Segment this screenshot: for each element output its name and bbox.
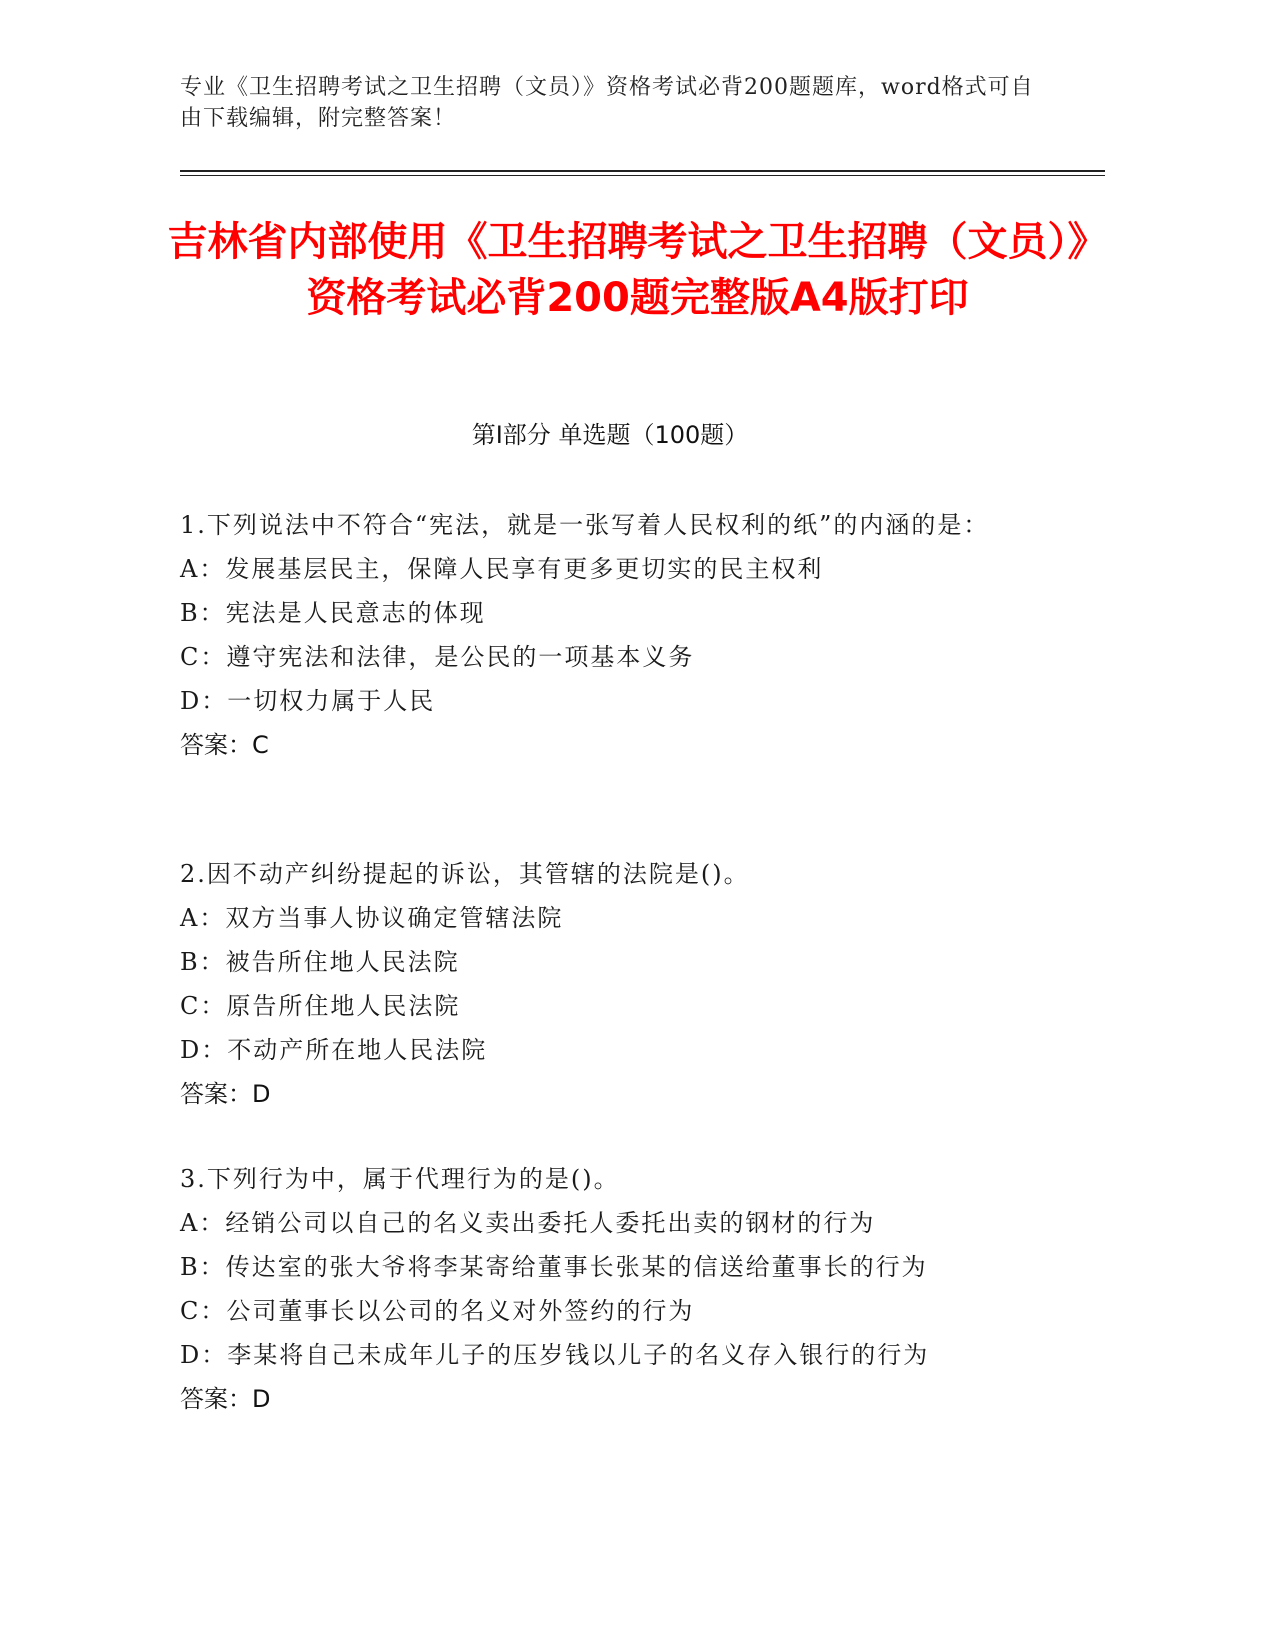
question-3 [180, 1157, 1060, 1421]
option-a: A：发展基层民主，保障人民享有更多更切实的民主权利 [180, 555, 824, 583]
option-a: A：双方当事人协议确定管辖法院 [180, 904, 564, 932]
answer-line: 答案：C [180, 731, 269, 759]
question-1 [180, 503, 1060, 767]
answer-line: 答案：D [180, 1080, 271, 1108]
header-note: 专业《卫生招聘考试之卫生招聘（文员）》资格考试必背200题题库，word格式可自由下载编辑，附完整答案！ [180, 75, 1034, 131]
option-b: B：宪法是人民意志的体现 [180, 599, 486, 627]
question-stem: 2.因不动产纠纷提起的诉讼，其管辖的法院是()。 [180, 860, 750, 888]
header-divider-thick [180, 170, 1105, 172]
option-b: B：被告所住地人民法院 [180, 948, 460, 976]
option-c: C：公司董事长以公司的名义对外签约的行为 [180, 1297, 695, 1325]
question-stem: 3.下列行为中，属于代理行为的是()。 [180, 1165, 620, 1193]
option-c: C：原告所住地人民法院 [180, 992, 461, 1020]
option-d: D：不动产所在地人民法院 [180, 1036, 488, 1064]
option-a: A：经销公司以自己的名义卖出委托人委托出卖的钢材的行为 [180, 1209, 876, 1237]
question-stem: 1.下列说法中不符合“宪法，就是一张写着人民权利的纸”的内涵的是： [180, 511, 990, 539]
option-c: C：遵守宪法和法律，是公民的一项基本义务 [180, 643, 695, 671]
answer-line: 答案：D [180, 1385, 271, 1413]
section-heading: 第I部分 单选题（100题） [471, 421, 749, 449]
document-title: 吉林省内部使用《卫生招聘考试之卫生招聘（文员）》资格考试必背200题完整版A4版打印 [167, 219, 1108, 321]
option-d: D：李某将自己未成年儿子的压岁钱以儿子的名义存入银行的行为 [180, 1341, 930, 1369]
question-2 [180, 852, 1060, 1116]
option-b: B：传达室的张大爷将李某寄给董事长张某的信送给董事长的行为 [180, 1253, 928, 1281]
header-divider-thin [180, 175, 1105, 176]
option-d: D：一切权力属于人民 [180, 687, 436, 715]
